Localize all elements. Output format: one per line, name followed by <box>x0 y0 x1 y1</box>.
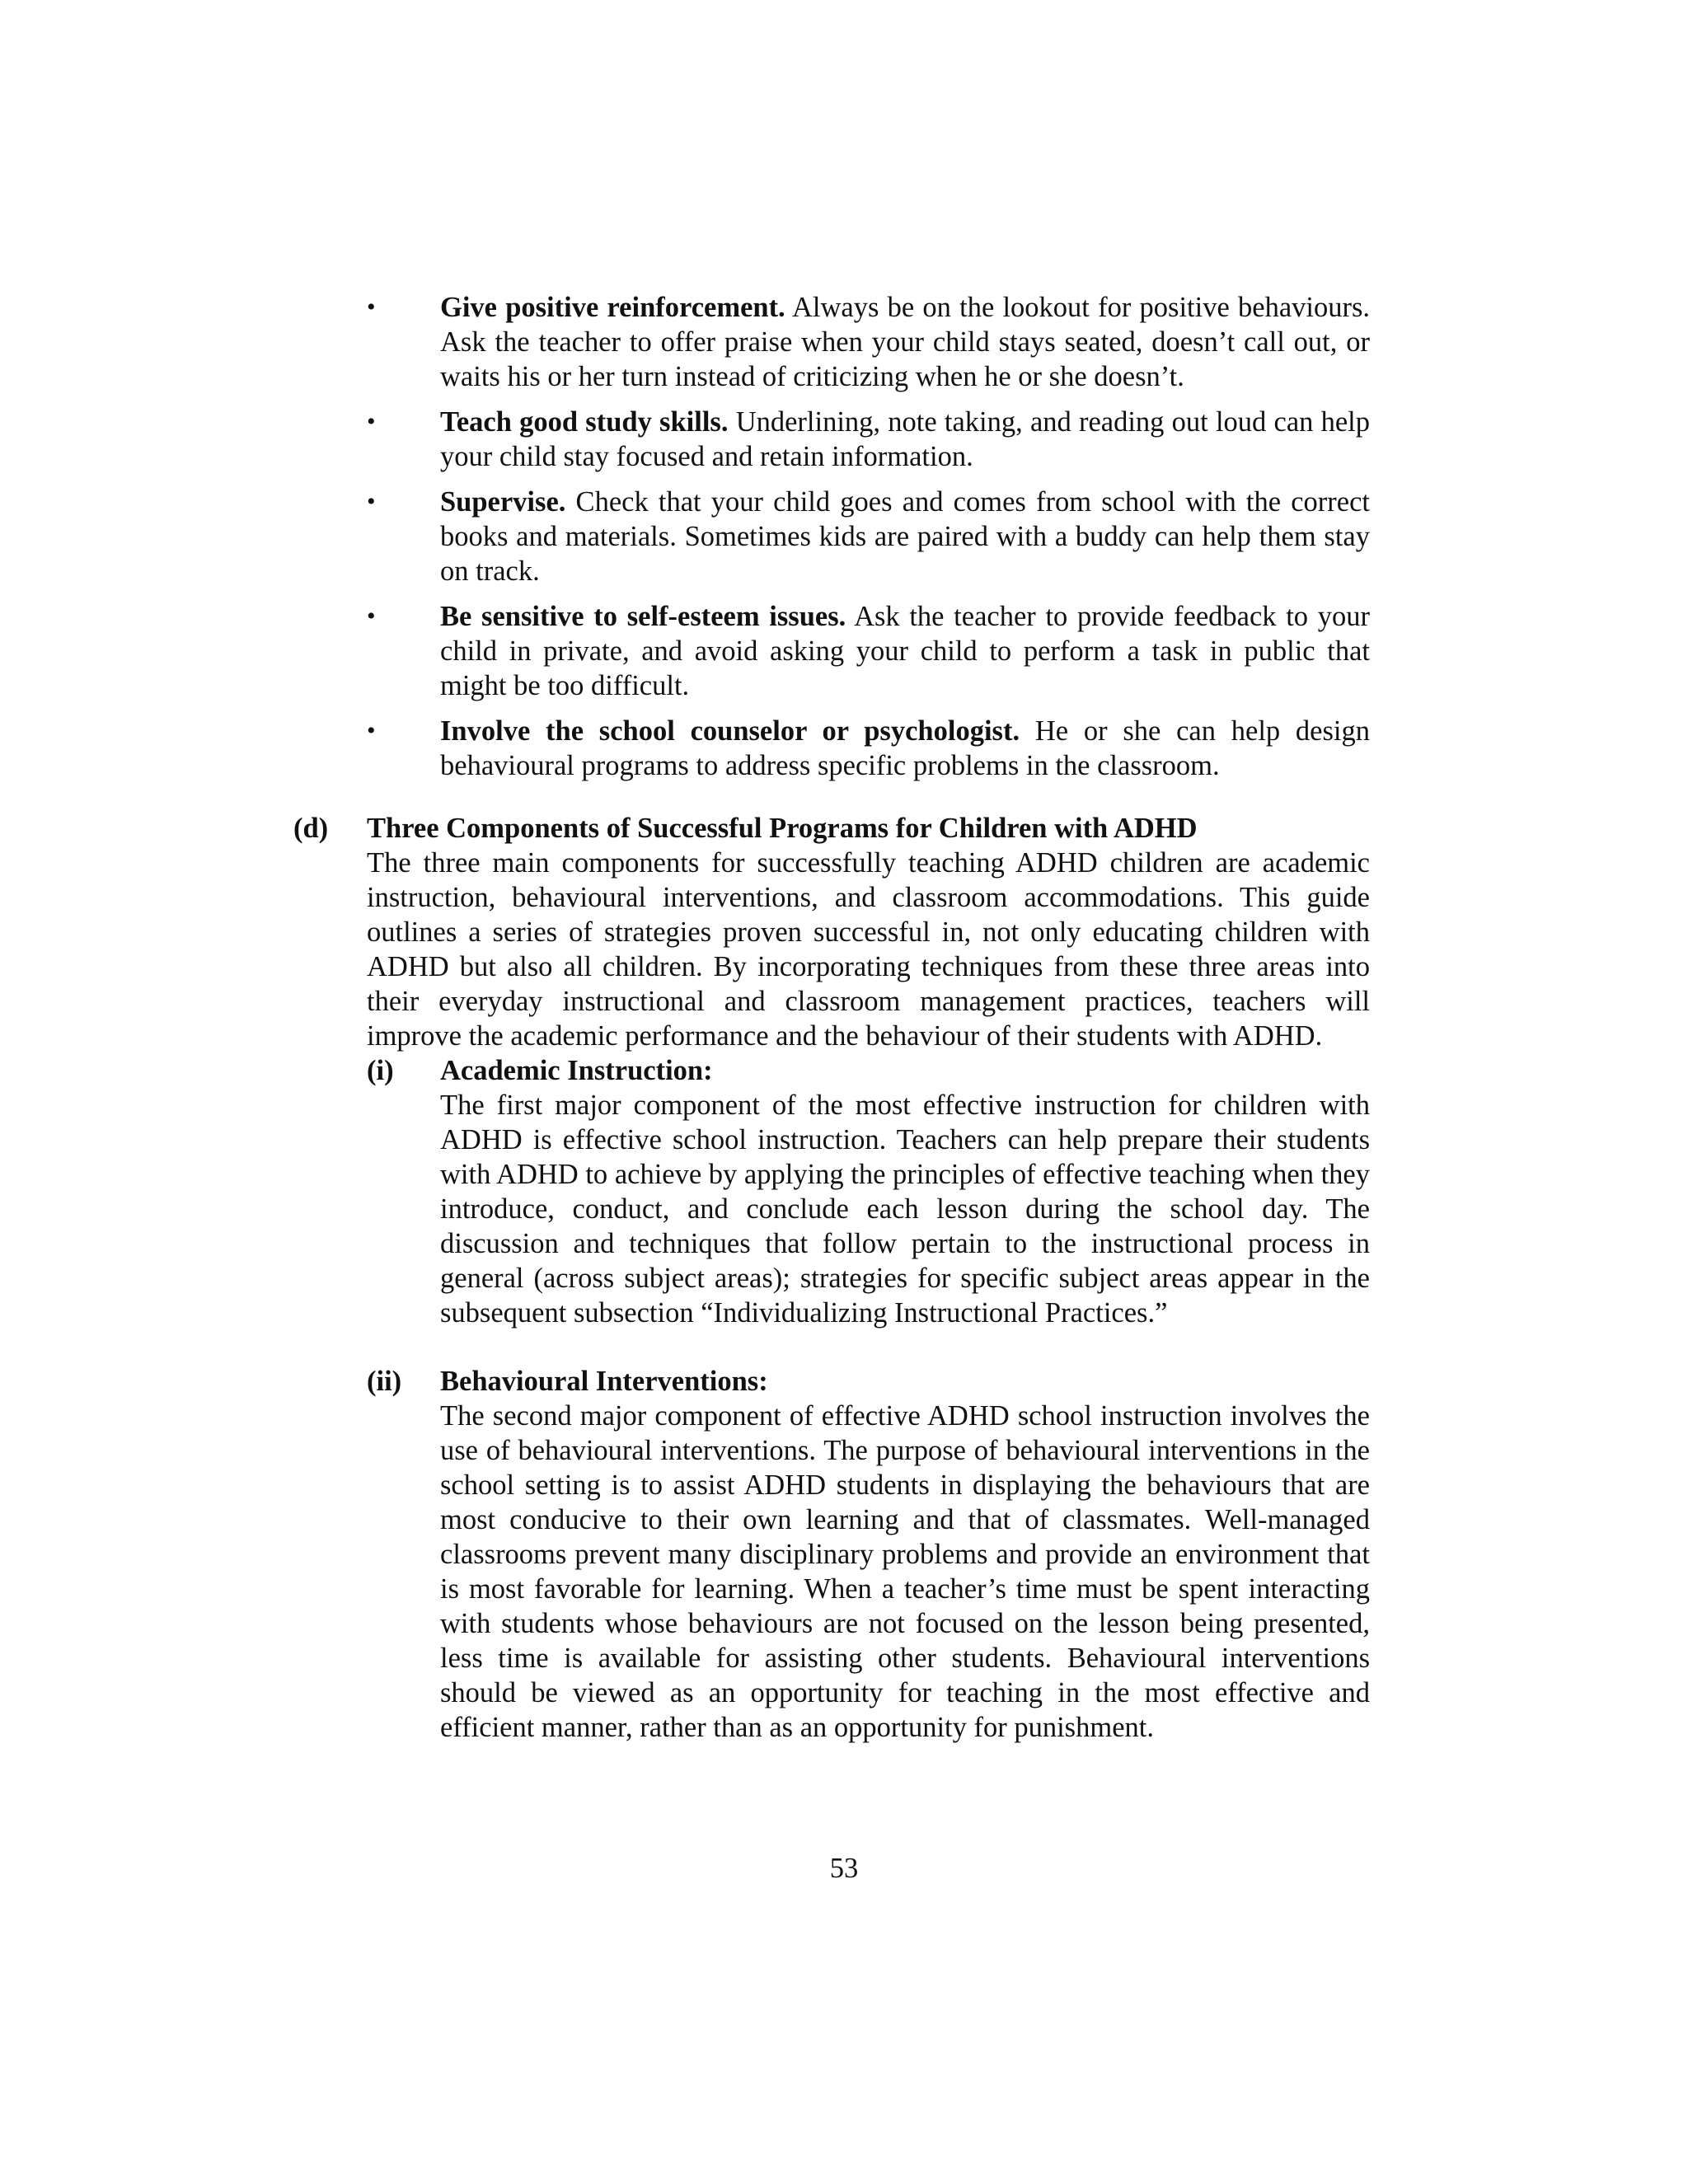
section-paragraph: The three main components for successfully teaching ADHD children are academic instruction, behavioural interventions, and classroom accommodations. This guide outlines a series of strategies proven successful in, not only educating children with ADHD but also all children. By incorporating techniques from these three areas into their everyday instructional and classroom management practices, teachers will improve the academic performance and the behaviour of their students with ADHD. <box>367 847 1370 1052</box>
bullet-title: Supervise. <box>440 486 566 518</box>
bullet-icon: • <box>367 602 376 630</box>
bullet-icon: • <box>367 717 376 744</box>
subsection-behavioural-interventions <box>367 1364 1370 1745</box>
bullet-text: Always be on the lookout for positive behaviours. Ask the teacher to offer praise when your child stays seated, doesn’t call out, or waits his or her turn instead of criticizing when he or she doesn’t. <box>440 292 1371 392</box>
subsection-academic-instruction <box>367 1053 1370 1330</box>
spacer <box>367 1330 1370 1364</box>
bullet-title: Teach good study skills. <box>440 406 729 438</box>
subsection-paragraph: The first major component of the most effective instruction for children with ADHD is effective school instruction. Teachers can help prepare their students with ADHD to achieve by applying the principles of effective teaching when they introduce, conduct, and conclude each lesson during the school day. The discussion and techniques that follow pertain to the instructional process in general (across subject areas); strategies for specific subject areas appear in the subsequent subsection “Individualizing Instructional Practices.” <box>440 1090 1370 1329</box>
bullet-text: Underlining, note taking, and reading out loud can help your child stay focused and retain information. <box>440 406 1370 472</box>
subsection-marker: (ii) <box>367 1366 402 1397</box>
bullet-item <box>367 405 1370 474</box>
parent-tips-bullet-list <box>367 290 1370 783</box>
page-number: 53 <box>829 1853 859 1884</box>
bullet-item <box>367 290 1370 394</box>
bullet-icon: • <box>367 488 376 515</box>
bullet-item <box>367 599 1370 703</box>
subsection-title: Behavioural Interventions: <box>440 1366 768 1397</box>
section-d <box>293 811 1370 1745</box>
bullet-title: Give positive reinforcement. <box>440 292 785 323</box>
section-marker: (d) <box>293 813 329 844</box>
bullet-title: Be sensitive to self-esteem issues. <box>440 601 846 632</box>
bullet-text: He or she can help design behavioural programs to address specific problems in the classroom. <box>440 715 1370 781</box>
bullet-item <box>367 485 1370 588</box>
page-content <box>293 290 1370 1745</box>
bullet-item <box>367 714 1370 783</box>
bullet-icon: • <box>367 293 376 321</box>
bullet-text: Ask the teacher to provide feedback to your child in private, and avoid asking your child to perform a task in public that might be too difficult. <box>440 601 1370 701</box>
subsection-paragraph: The second major component of effective ADHD school instruction involves the use of behavioural interventions. The purpose of behavioural interventions in the school setting is to assist ADHD students in displaying the behaviours that are most conducive to their own learning and that of classmates. Well-managed classrooms prevent many disciplinary problems and provide an environment that is most favorable for learning. When a teacher’s time must be spent interacting with students whose behaviours are not focused on the lesson being presented, less time is available for assisting other students. Behavioural interventions should be viewed as an opportunity for teaching in the most effective and efficient manner, rather than as an opportunity for punishment. <box>440 1400 1370 1743</box>
bullet-text: Check that your child goes and comes from school with the correct books and materials. Sometimes kids are paired with a buddy can help them stay on track. <box>440 486 1370 587</box>
bullet-title: Involve the school counselor or psychologist. <box>440 715 1020 747</box>
subsection-marker: (i) <box>367 1055 394 1086</box>
subsection-title: Academic Instruction: <box>440 1055 713 1086</box>
section-title: Three Components of Successful Programs for Children with ADHD <box>367 813 1198 844</box>
bullet-icon: • <box>367 408 376 435</box>
